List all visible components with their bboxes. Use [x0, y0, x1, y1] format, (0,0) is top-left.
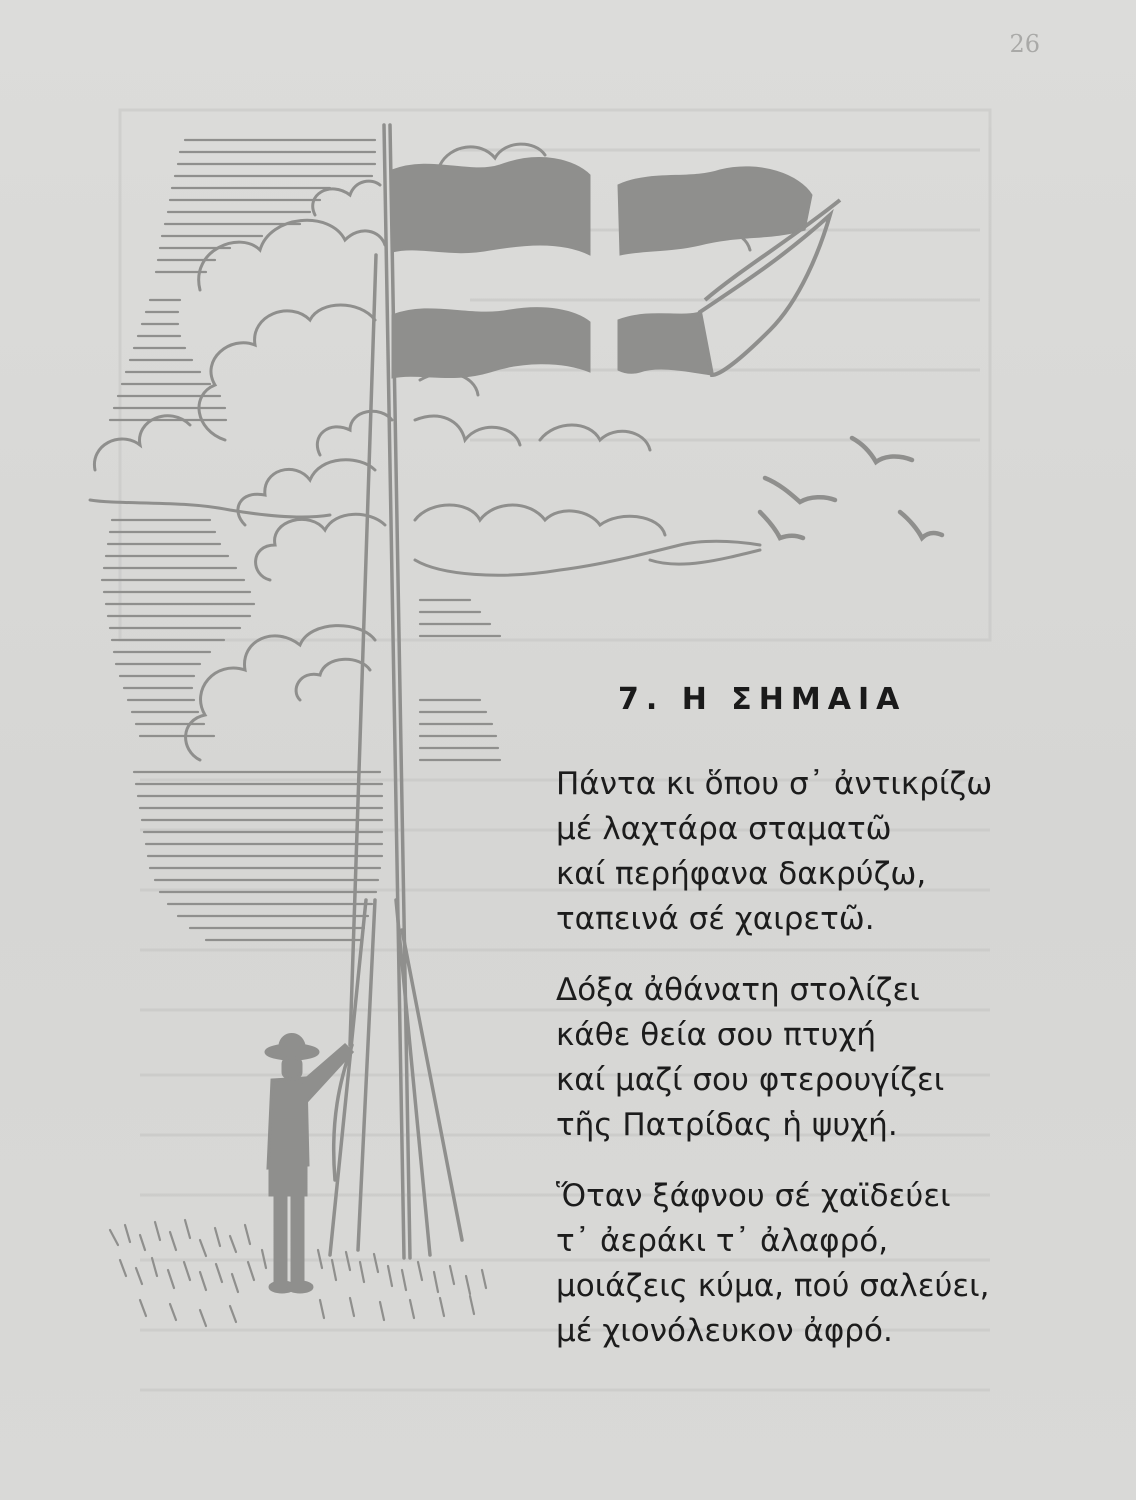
flag-shape [392, 158, 840, 378]
stanza-3 [556, 1174, 1116, 1354]
poem-line: Πάντα κι ὅπου σ᾽ ἀντικρίζω [556, 766, 993, 802]
poem-line: Δόξα ἀθάνατη στολίζει [556, 972, 920, 1008]
poem-line: Ὅταν ξάφνου σέ χαϊδεύει [556, 1178, 951, 1214]
poem-line: τ᾽ ἀεράκι τ᾽ ἀλαφρό, [556, 1223, 889, 1259]
birds-icon [760, 438, 942, 538]
poem-line: καί περήφανα δακρύζω, [556, 856, 927, 892]
poem-line: μοιάζεις κύμα, πού σαλεύει, [556, 1268, 990, 1304]
poem-line: μέ λαχτάρα σταματῶ [556, 811, 892, 847]
poem-title: 7. Η ΣΗΜΑΙΑ [618, 682, 907, 717]
flag-pole [330, 125, 462, 1258]
poem-line: τῆς Πατρίδας ἡ ψυχή. [556, 1107, 898, 1143]
sky-hatching [102, 140, 500, 940]
poem-line: καί μαζί σου φτερουγίζει [556, 1062, 945, 1098]
stanza-1 [556, 762, 1116, 942]
poem-line: μέ χιονόλευκον ἀφρό. [556, 1313, 893, 1349]
poem-line: κάθε θεία σου πτυχή [556, 1017, 877, 1053]
stanza-2 [556, 968, 1116, 1148]
page-number: 26 [1009, 30, 1040, 58]
poem-line: ταπεινά σέ χαιρετῶ. [556, 901, 875, 937]
